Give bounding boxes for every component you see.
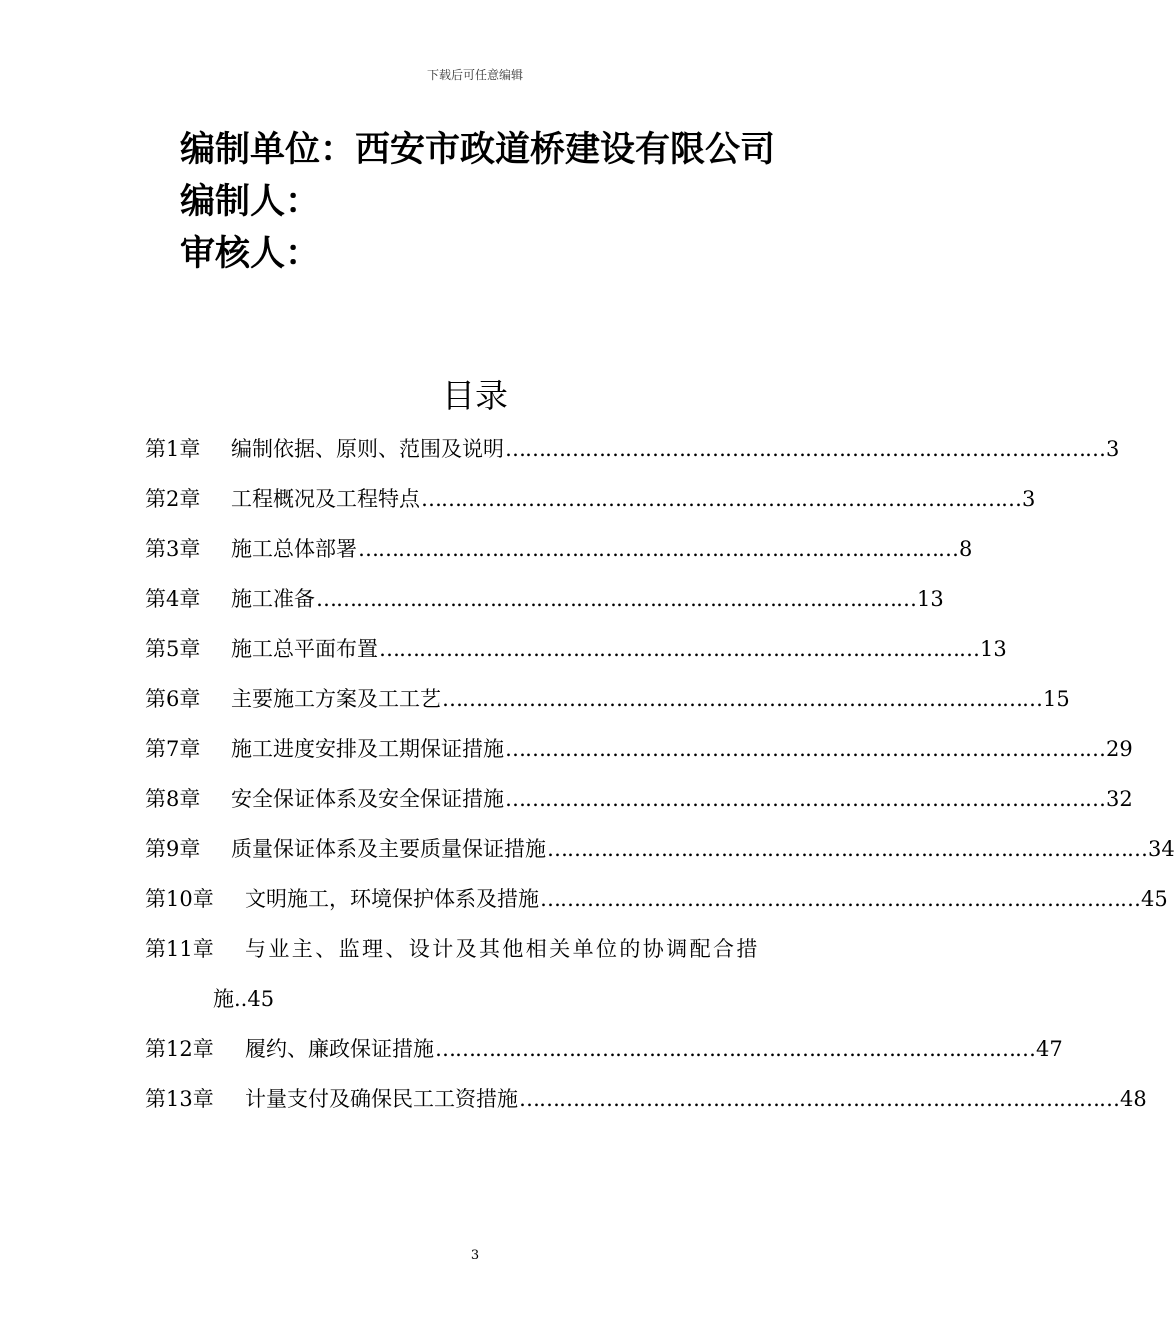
toc-chapter-number: 第4章 — [145, 587, 201, 611]
toc-chapter-title: 主要施工方案及工工艺 — [231, 687, 441, 711]
toc-chapter-number: 第13章 — [145, 1087, 214, 1111]
table-of-contents — [145, 424, 1175, 1124]
toc-leader-dots: ……………………………………………………………………………… — [435, 1037, 1035, 1061]
toc-entry[interactable] — [145, 1024, 1063, 1074]
header-note: 下载后可任意编辑 — [426, 68, 523, 82]
toc-entry[interactable] — [145, 424, 1120, 474]
toc-entry[interactable] — [145, 674, 1070, 724]
toc-leader-dots: ……………………………………………………………………………… — [505, 787, 1105, 811]
toc-entry[interactable] — [145, 574, 944, 624]
toc-page-number: 45 — [1141, 887, 1168, 911]
toc-leader-dots: ……………………………………………………………………………… — [519, 1087, 1119, 1111]
toc-leader-dots: ……………………………………………………………………………… — [505, 737, 1105, 761]
toc-page-number: 34 — [1148, 837, 1175, 861]
toc-chapter-title: 施工准备 — [231, 587, 315, 611]
toc-title: 目录 — [442, 376, 508, 415]
toc-chapter-title: 质量保证体系及主要质量保证措施 — [231, 837, 546, 861]
toc-entry[interactable] — [145, 474, 1036, 524]
toc-chapter-number: 第7章 — [145, 737, 201, 761]
toc-page-number: 48 — [1120, 1087, 1147, 1111]
toc-page-number: 32 — [1106, 787, 1133, 811]
toc-page-number: 8 — [959, 537, 973, 561]
toc-chapter-number: 第1章 — [145, 437, 201, 461]
toc-chapter-title: 工程概况及工程特点 — [231, 487, 420, 511]
toc-page-number: 15 — [1043, 687, 1070, 711]
toc-entry[interactable] — [145, 524, 973, 574]
toc-chapter-title: 履约、廉政保证措施 — [245, 1037, 434, 1061]
toc-chapter-title: 施工总平面布置 — [231, 637, 378, 661]
toc-entry[interactable] — [145, 824, 1175, 874]
toc-entry[interactable] — [145, 724, 1133, 774]
info-block — [180, 124, 900, 280]
toc-chapter-number: 第11章 — [145, 937, 214, 961]
toc-page-number: 29 — [1106, 737, 1133, 761]
toc-entry[interactable] — [145, 624, 1007, 674]
toc-entry[interactable] — [145, 924, 815, 974]
toc-chapter-number: 第10章 — [145, 887, 214, 911]
toc-chapter-number: 第2章 — [145, 487, 201, 511]
toc-leader-dots: ……………………………………………………………………………… — [505, 437, 1105, 461]
toc-chapter-title: 施工进度安排及工期保证措施 — [231, 737, 504, 761]
toc-chapter-title-continuation: 施..45 — [213, 987, 275, 1011]
toc-entry[interactable] — [145, 774, 1133, 824]
toc-leader-dots: ……………………………………………………………………………… — [547, 837, 1147, 861]
toc-chapter-number: 第6章 — [145, 687, 201, 711]
toc-chapter-title: 安全保证体系及安全保证措施 — [231, 787, 504, 811]
toc-chapter-number: 第9章 — [145, 837, 201, 861]
toc-leader-dots: ……………………………………………………………………………… — [540, 887, 1140, 911]
toc-entry[interactable] — [145, 874, 1168, 924]
toc-page-number: 13 — [917, 587, 944, 611]
toc-chapter-number: 第12章 — [145, 1037, 214, 1061]
toc-leader-dots: ……………………………………………………………………………… — [421, 487, 1021, 511]
toc-chapter-title: 计量支付及确保民工工资措施 — [245, 1087, 518, 1111]
toc-chapter-number: 第5章 — [145, 637, 201, 661]
compiler: 编制人： — [180, 182, 321, 222]
toc-page-number: 3 — [1022, 487, 1036, 511]
toc-chapter-number: 第8章 — [145, 787, 201, 811]
toc-chapter-title: 编制依据、原则、范围及说明 — [231, 437, 504, 461]
toc-chapter-title: 施工总体部署 — [231, 537, 357, 561]
toc-page-number: 13 — [980, 637, 1007, 661]
reviewer: 审核人： — [180, 234, 321, 274]
toc-page-number: 3 — [1106, 437, 1120, 461]
page-number: 3 — [470, 1248, 480, 1263]
compiling-unit: 编制单位：西安市政道桥建设有限公司 — [180, 130, 776, 170]
toc-leader-dots: ……………………………………………………………………………… — [358, 537, 958, 561]
toc-entry[interactable] — [145, 1074, 1147, 1124]
toc-leader-dots: ……………………………………………………………………………… — [442, 687, 1042, 711]
toc-entry-continuation[interactable] — [145, 974, 815, 1024]
toc-chapter-title: 文明施工，环境保护体系及措施 — [245, 887, 539, 911]
toc-chapter-title: 与业主、监理、设计及其他相关单位的协调配合措 — [245, 937, 760, 961]
toc-page-number: 47 — [1036, 1037, 1063, 1061]
toc-chapter-number: 第3章 — [145, 537, 201, 561]
toc-leader-dots: ……………………………………………………………………………… — [379, 637, 979, 661]
toc-leader-dots: ……………………………………………………………………………… — [316, 587, 916, 611]
